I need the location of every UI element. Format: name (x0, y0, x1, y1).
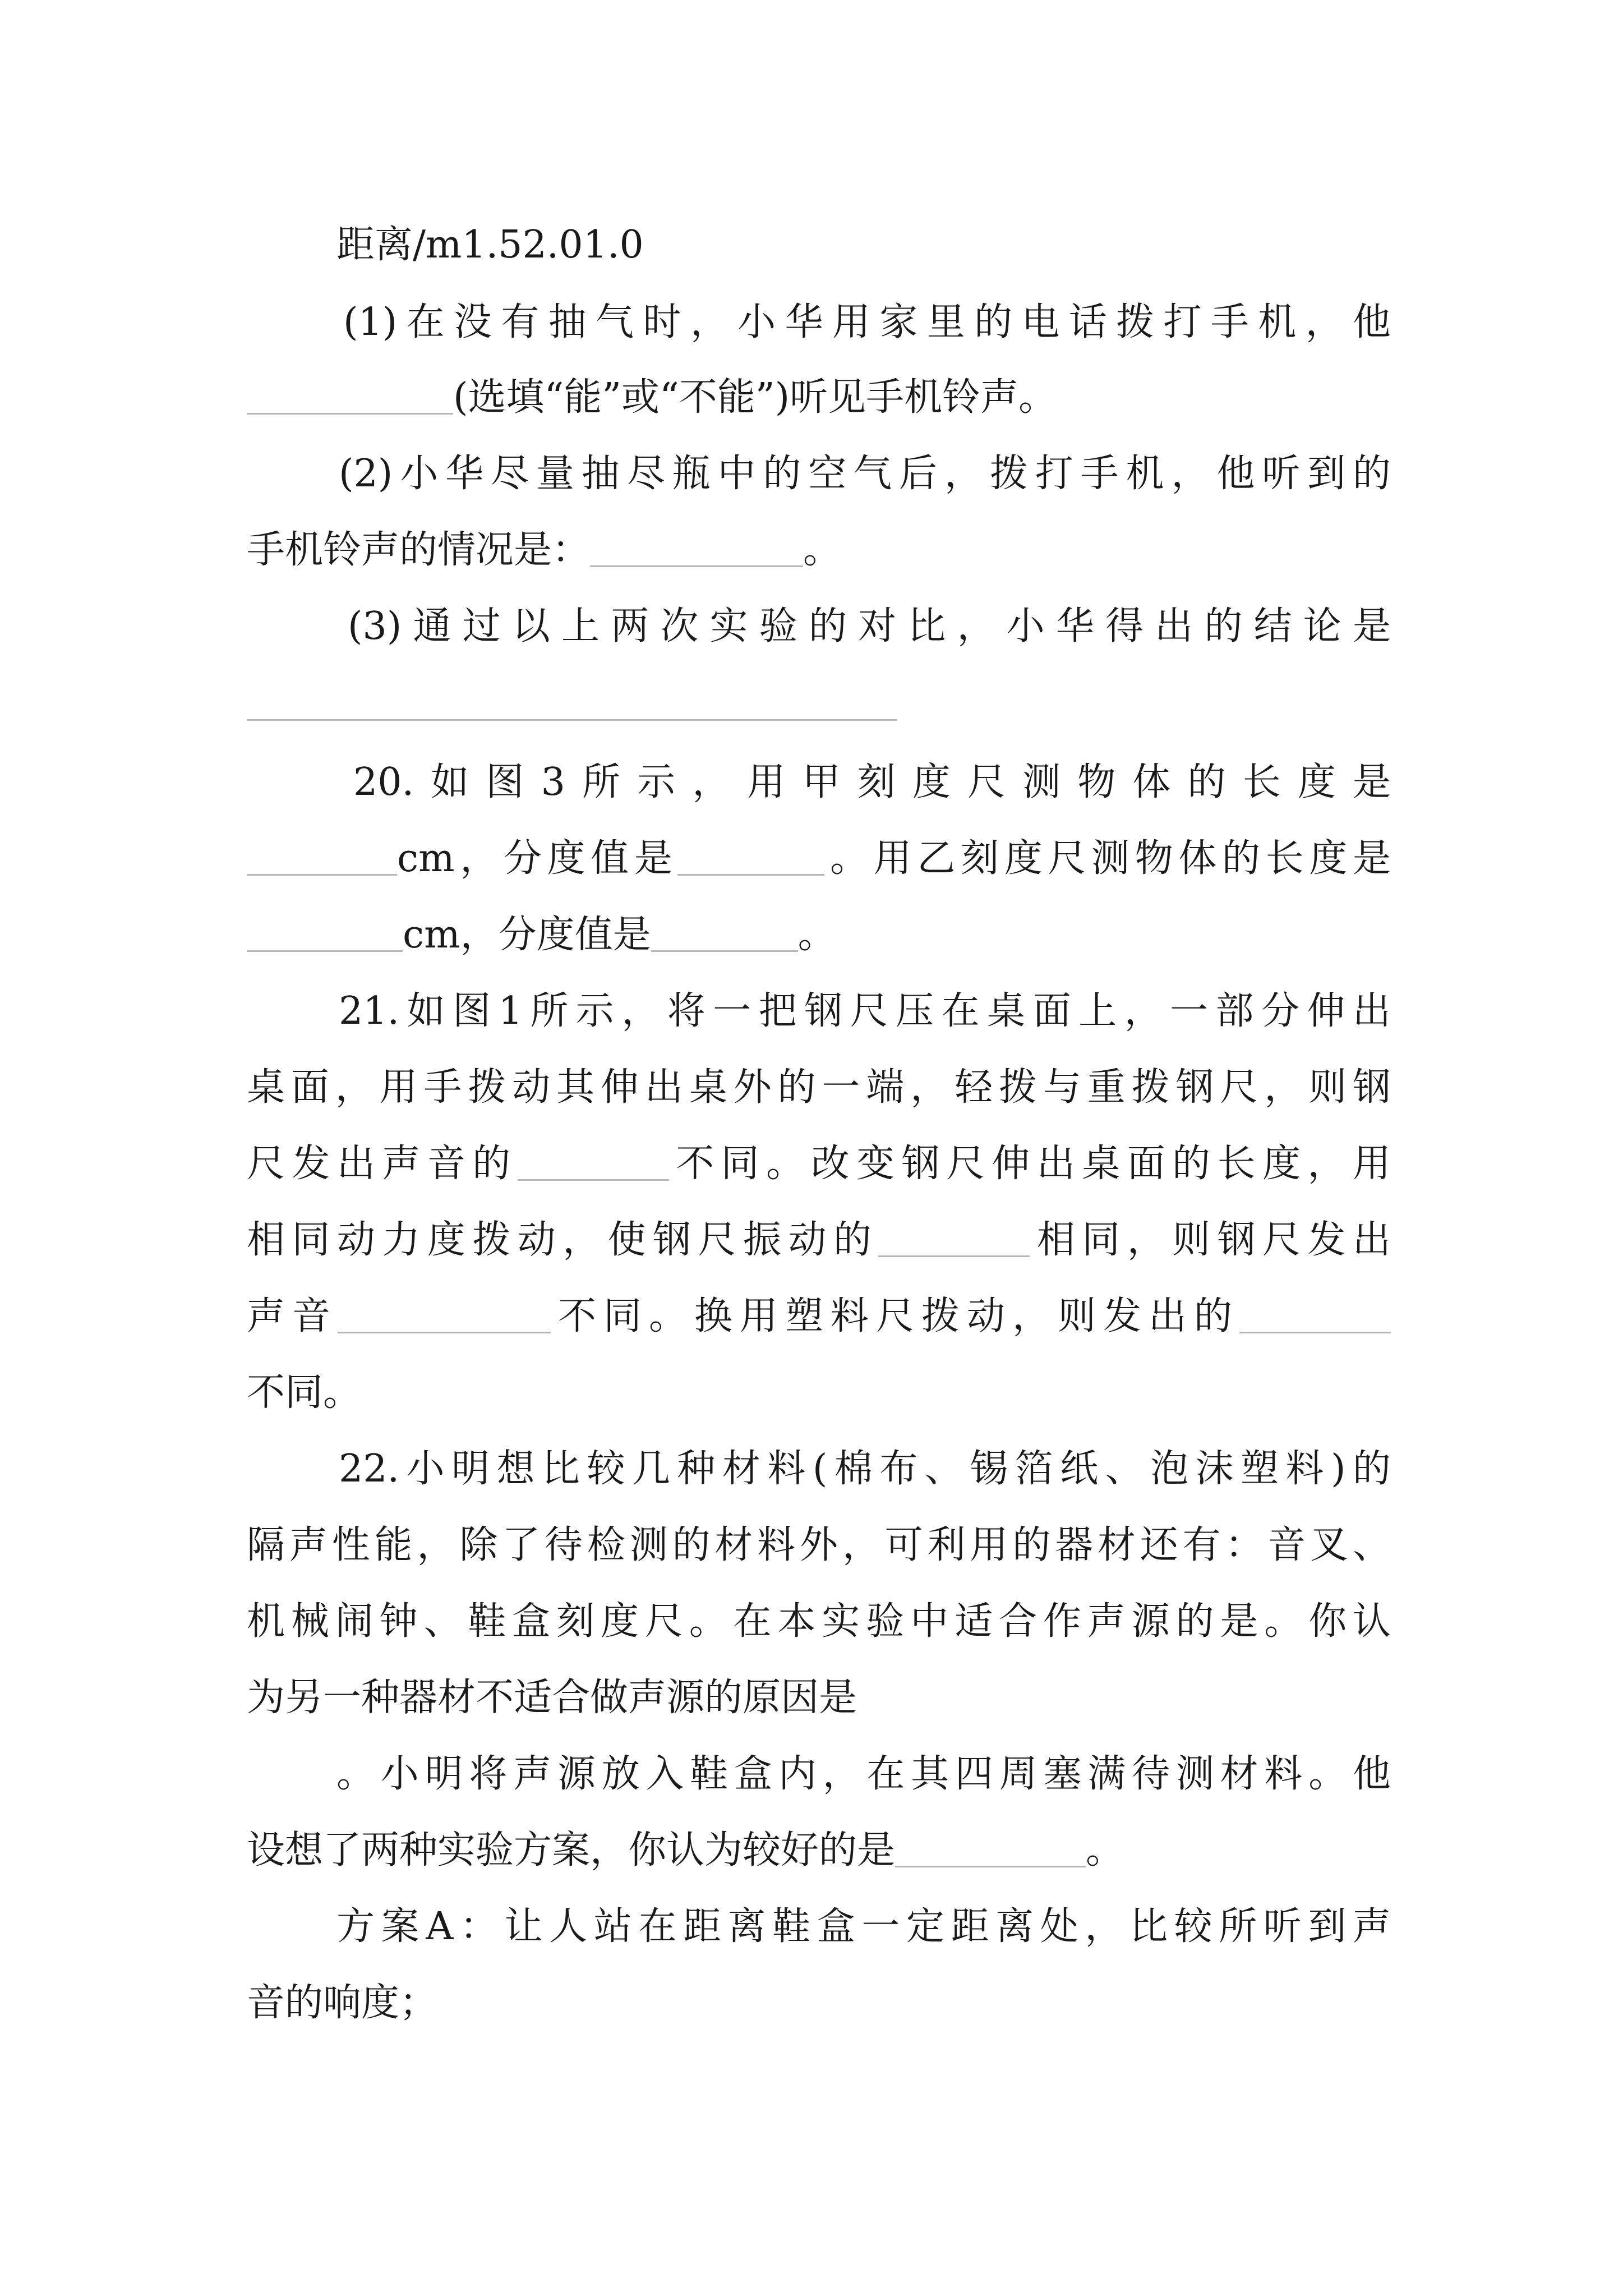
q22-line4: 为另一种器材不适合做声源的原因是 (247, 1676, 857, 1720)
q19-part2-line1: (2)小华尽量抽尽瓶中的空气后，拨打手机，他听到的 (339, 452, 1391, 496)
q22-line7: 方案A：让人站在距离鞋盒一定距离处，比较所听到声 (336, 1904, 1391, 1949)
q21-line5-text-a: 声音 (247, 1294, 338, 1338)
q22-line2: 隔声性能，除了待检测的材料外，可利用的器材还有：音叉、 (247, 1523, 1391, 1567)
answer-blank (338, 1294, 551, 1333)
q19-part2-text: 手机铃声的情况是： (247, 528, 591, 572)
q19-part2-end: 。 (803, 528, 842, 572)
answer-blank (878, 1217, 1030, 1257)
q20-line3 (247, 910, 836, 960)
answer-blank (677, 836, 824, 876)
q19-part1-line2 (247, 372, 1057, 423)
q19-part1-text: (选填“能”或“不能”)听见手机铃声。 (453, 375, 1057, 420)
q22-line6-text-b: 。 (1086, 1828, 1124, 1872)
q21-line4 (247, 1215, 1391, 1266)
q20-line2-text-b: 。用乙刻度尺测物体的长度是 (824, 836, 1391, 881)
q19-part3-line1: (3)通过以上两次实验的对比，小华得出的结论是 (348, 604, 1391, 648)
q21-line5-text-b: 不同。换用塑料尺拨动，则发出的 (551, 1294, 1239, 1338)
q22-line3: 机械闹钟、鞋盒刻度尺。在本实验中适合作声源的是。你认 (247, 1599, 1391, 1644)
q20-line2-text-a: cm，分度值是 (397, 836, 678, 881)
q20-line1: 20.如图3所示，用甲刻度尺测物体的长度是 (353, 760, 1391, 804)
q21-line2: 桌面，用手拨动其伸出桌外的一端，轻拨与重拨钢尺，则钢 (247, 1065, 1391, 1110)
q20-line3-text-a: cm，分度值是 (403, 913, 651, 957)
q21-line3-text-a: 尺发出声音的 (247, 1142, 518, 1186)
q21-line5 (247, 1291, 1391, 1342)
distance-header: 距离/m1.52.01.0 (336, 223, 644, 267)
q21-line1: 21.如图1所示，将一把钢尺压在桌面上，一部分伸出 (339, 989, 1391, 1033)
answer-blank (518, 1141, 669, 1181)
q19-part1-line1: (1)在没有抽气时，小华用家里的电话拨打手机，他 (343, 300, 1391, 344)
q21-line4-text-a: 相同动力度拨动，使钢尺振动的 (247, 1218, 879, 1262)
answer-blank (590, 527, 803, 567)
q22-line5: 。小明将声源放入鞋盒内，在其四周塞满待测材料。他 (336, 1752, 1391, 1796)
answer-blank (247, 912, 403, 952)
q22-line1: 22.小明想比较几种材料(棉布、锡箔纸、泡沫塑料)的 (339, 1447, 1391, 1491)
answer-line (247, 719, 897, 721)
q22-line6-text-a: 设想了两种实验方案，你认为较好的是 (247, 1828, 896, 1872)
answer-blank (1239, 1294, 1391, 1333)
answer-blank (247, 836, 397, 876)
answer-blank (651, 912, 798, 952)
q19-part2-line2 (247, 525, 841, 576)
q20-line2 (247, 834, 1391, 884)
q20-line3-text-b: 。 (797, 913, 836, 957)
q21-line3 (247, 1139, 1391, 1189)
q22-line8: 音的响度； (247, 1981, 438, 2025)
answer-blank (247, 375, 453, 415)
answer-blank (895, 1828, 1086, 1867)
q21-line4-text-b: 相同，则钢尺发出 (1030, 1218, 1391, 1262)
q21-line3-text-b: 不同。改变钢尺伸出桌面的长度，用 (668, 1142, 1391, 1186)
q22-line6 (247, 1825, 1124, 1876)
q21-line6: 不同。 (247, 1370, 362, 1415)
